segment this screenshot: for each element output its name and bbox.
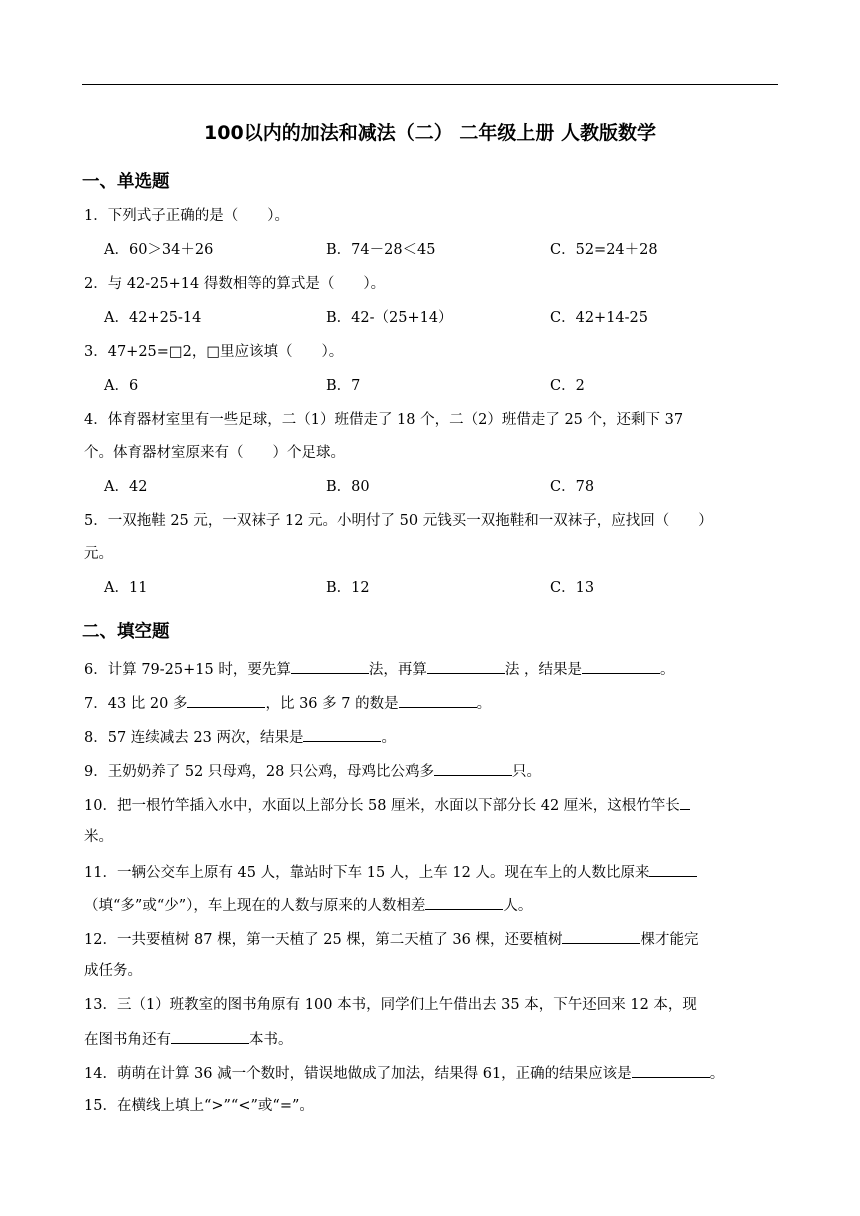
q7-text-1: 7．43 比 20 多 — [84, 696, 188, 712]
q8-blank-1[interactable] — [303, 726, 381, 742]
q4-option-c[interactable]: C．78 — [550, 479, 595, 495]
question-5-line-1: 5．一双拖鞋 25 元，一双袜子 12 元。小明付了 50 元钱买一双拖鞋和一双袜子，应找回（ ） — [84, 513, 713, 529]
q2-option-c[interactable]: C．42+14-25 — [550, 310, 648, 326]
q6-blank-2[interactable] — [427, 658, 505, 674]
question-8 — [84, 726, 396, 748]
q3-option-a[interactable]: A．6 — [104, 378, 139, 394]
q13-text-3: 本书。 — [249, 1032, 293, 1048]
question-12-line-2: 成任务。 — [84, 963, 142, 979]
question-15: 15．在横线上填上“>”“<”或“=”。 — [84, 1098, 314, 1114]
q5-option-b[interactable]: B．12 — [326, 580, 370, 596]
page-title: 100以内的加法和减法（二） 二年级上册 人教版数学 — [204, 122, 656, 144]
question-10-line-1 — [84, 794, 690, 816]
q11-blank-2[interactable] — [425, 894, 503, 910]
question-10-line-2: 米。 — [84, 829, 113, 845]
q11-text-2: （填“多”或“少”），车上现在的人数与原来的人数相差 — [84, 898, 426, 914]
question-1: 1．下列式子正确的是（ ）。 — [84, 208, 289, 224]
question-7 — [84, 692, 491, 714]
q6-text-1: 6．计算 79-25+15 时，要先算 — [84, 662, 291, 678]
q2-option-a[interactable]: A．42+25-14 — [104, 310, 202, 326]
question-14 — [84, 1062, 724, 1084]
q11-text-1: 11．一辆公交车上原有 45 人，靠站时下车 15 人，上车 12 人。现在车上的人数比原来 — [84, 865, 650, 881]
question-2: 2．与 42-25+14 得数相等的算式是（ ）。 — [84, 276, 386, 292]
q8-text-1: 8．57 连续减去 23 两次，结果是 — [84, 730, 304, 746]
q6-text-2: 法，再算 — [368, 662, 427, 678]
q14-text-2: 。 — [709, 1066, 725, 1082]
q1-option-c[interactable]: C．52=24＋28 — [550, 242, 658, 258]
q3-option-b[interactable]: B．7 — [326, 378, 361, 394]
header-rule — [82, 84, 778, 85]
question-5-line-2: 元。 — [84, 546, 113, 562]
q3-option-c[interactable]: C．2 — [550, 378, 585, 394]
q1-option-b[interactable]: B．74－28＜45 — [326, 242, 436, 258]
q6-blank-1[interactable] — [291, 658, 369, 674]
q4-option-b[interactable]: B．80 — [326, 479, 370, 495]
question-13-line-1: 13．三（1）班教室的图书角原有 100 本书，同学们上午借出去 35 本，下午还回来 12 本，现 — [84, 997, 697, 1013]
q6-text-3: 法 ，结果是 — [504, 662, 582, 678]
q2-option-b[interactable]: B．42-（25+14） — [326, 310, 453, 326]
q9-text-2: 只。 — [511, 764, 541, 780]
question-4-line-1: 4．体育器材室里有一些足球，二（1）班借走了 18 个，二（2）班借走了 25 个，还剩下 37 — [84, 412, 684, 428]
q9-text-1: 9．王奶奶养了 52 只母鸡，28 只公鸡，母鸡比公鸡多 — [84, 764, 434, 780]
q7-text-2: ，比 36 多 7 的数是 — [265, 696, 399, 712]
q12-text-2: 棵才能完 — [640, 932, 699, 948]
q1-option-a[interactable]: A．60＞34＋26 — [104, 242, 214, 258]
q4-option-a[interactable]: A．42 — [104, 479, 148, 495]
section-heading-fill-blank: 二、填空题 — [82, 622, 170, 642]
q12-blank-1[interactable] — [562, 928, 640, 944]
q5-option-a[interactable]: A．11 — [104, 580, 148, 596]
question-4-line-2: 个。体育器材室原来有（ ）个足球。 — [84, 445, 345, 461]
q9-blank-1[interactable] — [434, 760, 512, 776]
q7-blank-2[interactable] — [399, 692, 477, 708]
q14-blank-1[interactable] — [632, 1062, 710, 1078]
q7-blank-1[interactable] — [187, 692, 265, 708]
question-3: 3．47+25=□2，□里应该填（ ）。 — [84, 344, 344, 360]
question-6 — [84, 658, 674, 680]
question-11-line-1 — [84, 861, 697, 883]
q8-text-2: 。 — [381, 730, 396, 746]
question-12-line-1 — [84, 928, 698, 950]
question-13-line-2 — [84, 1028, 293, 1050]
section-heading-single-choice: 一、单选题 — [82, 172, 170, 192]
q13-text-2: 在图书角还有 — [84, 1032, 171, 1048]
q13-blank-1[interactable] — [171, 1028, 249, 1044]
q10-blank-1[interactable] — [680, 794, 690, 810]
question-9 — [84, 760, 541, 782]
q5-option-c[interactable]: C．13 — [550, 580, 595, 596]
q6-text-4: 。 — [659, 662, 675, 678]
question-11-line-2 — [84, 894, 532, 916]
q10-text-1: 10．把一根竹竿插入水中，水面以上部分长 58 厘米，水面以下部分长 42 厘米，这根竹竿长 — [84, 798, 680, 814]
q7-text-3: 。 — [476, 696, 492, 712]
q14-text-1: 14．萌萌在计算 36 减一个数时，错误地做成了加法，结果得 61，正确的结果应该是 — [84, 1066, 632, 1082]
q6-blank-3[interactable] — [582, 658, 660, 674]
q12-text-1: 12．一共要植树 87 棵，第一天植了 25 棵，第二天植了 36 棵，还要植树 — [84, 932, 563, 948]
q11-text-3: 人。 — [503, 898, 533, 914]
q11-blank-1[interactable] — [649, 861, 697, 877]
